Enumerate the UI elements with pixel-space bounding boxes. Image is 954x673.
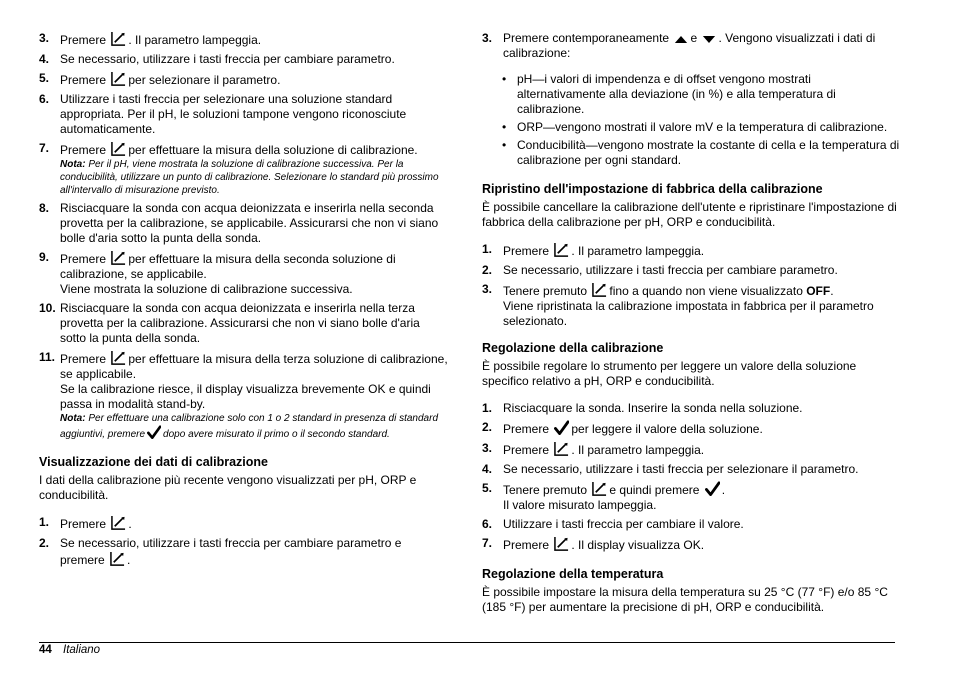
adjust-step-7: 7. Premere . Il display visualizza OK. (482, 536, 705, 552)
adjust-step-6: 6. Utilizzare i tasti freccia per cambiare il valore. (482, 517, 744, 531)
bullet-list (482, 72, 900, 168)
step-9: 9. Premere per effettuare la misura della seconda soluzione di calibrazione, se applicabile. Viene mostrata la soluzione di calibrazione successiva. (39, 250, 396, 296)
adjust-step-5: 5. Tenere premuto e quindi premere . Il valore misurato lampeggia. (482, 481, 726, 512)
adjust-step-3: 3. Premere . Il parametro lampeggia. (482, 441, 705, 457)
edit-icon (111, 31, 126, 46)
step-10: 10. Risciacquare la sonda con acqua deionizzata e inserirla nella terza provetta per la calibrazione. Assicurarsi che non vi siano bolle d'aria sotto la punta della sonda. (39, 301, 420, 345)
check-icon (554, 420, 569, 435)
footer-divider (39, 642, 895, 643)
arrow-down-icon (702, 35, 716, 44)
step-4: 4. Se necessario, utilizzare i tasti freccia per cambiare parametro. (39, 52, 395, 66)
arrow-up-icon (674, 35, 688, 44)
section-title: Ripristino dell'impostazione di fabbrica della calibrazione (482, 182, 823, 196)
note: Nota: Per il pH, viene mostrata la soluzione di calibrazione successiva. Per la conducibilità, utilizzare un punto di calibrazione. Selezionare lo standard più prossimo all'intervallo di misurazione previsto. (60, 159, 439, 196)
left-column (39, 31, 449, 572)
reset-step-3: 3. Tenere premuto fino a quando non viene visualizzato OFF. Viene ripristinata la calibrazione impostata in fabbrica per il parametro selezionato. (482, 282, 874, 328)
edit-icon (592, 481, 607, 496)
page-number: 44 (39, 644, 52, 656)
step-6: 6. Utilizzare i tasti freccia per selezionare una soluzione standard appropriata. Per il pH, le soluzioni tampone vengono riconosciute automaticamente. (39, 92, 407, 136)
adjust-step-1: 1. Risciacquare la sonda. Inserire la sonda nella soluzione. (482, 401, 803, 415)
step-5: 5. Premere per selezionare il parametro. (39, 71, 281, 87)
view-step-2: 2. Se necessario, utilizzare i tasti freccia per cambiare parametro e premere . (39, 536, 402, 567)
section-intro: I dati della calibrazione più recente vengono visualizzati per pH, ORP e conducibilità. (39, 473, 417, 502)
edit-icon (554, 242, 569, 257)
step-11: 11. Premere per effettuare la misura della terza soluzione di calibrazione, se applicabile. Se la calibrazione riesce, il display visualizza brevemente OK e quindi passa in modalità stand-by. Nota: Per effettuare una calibrazione solo con 1 o 2 standard in presenza di standard aggiuntivi, premere dopo avere misurato il primo o il secondo standard. (39, 350, 448, 440)
list-item: • ORP—vengono mostrati il valore mV e la temperatura di calibrazione. (502, 120, 888, 134)
edit-icon (111, 515, 126, 530)
section-intro: È possibile impostare la misura della temperatura su 25 °C (77 °F) e/o 85 °C (185 °F) per aumentare la precisione di pH, ORP e conducibilità. (482, 585, 888, 614)
list-item: • Conducibilità—vengono mostrate la costante di cella e la temperatura di calibrazione per ogni standard. (502, 138, 900, 167)
view-step-1: 1. Premere . (39, 515, 132, 531)
edit-icon (592, 282, 607, 297)
edit-icon (111, 141, 126, 156)
view-step-3: 3. Premere contemporaneamente e . Vengono visualizzati i dati di calibrazione: (482, 31, 876, 60)
section-intro: È possibile cancellare la calibrazione dell'utente e ripristinare l'impostazione di fabbrica della calibrazione per pH, ORP e conducibilità. (482, 200, 897, 229)
edit-icon (554, 441, 569, 456)
edit-icon (111, 350, 126, 365)
section-intro: È possibile regolare lo strumento per leggere un valore della soluzione specifico relativo a pH, ORP e conducibilità. (482, 359, 857, 388)
check-icon (147, 425, 161, 439)
edit-icon (110, 551, 125, 566)
reset-step-2: 2. Se necessario, utilizzare i tasti freccia per cambiare parametro. (482, 263, 838, 277)
section-title: Regolazione della calibrazione (482, 341, 664, 355)
page-footer (39, 643, 100, 657)
right-column (482, 31, 900, 619)
check-icon (705, 481, 720, 496)
note: Nota: Per effettuare una calibrazione solo con 1 o 2 standard in presenza di standard aggiuntivi, premere dopo avere misurato il primo o il secondo standard. (60, 413, 439, 440)
list-item: • pH—i valori di impendenza e di offset vengono mostrati alternativamente alla deviazione (in %) e alla temperatura di calibrazione. (502, 72, 836, 116)
edit-icon (554, 536, 569, 551)
edit-icon (111, 71, 126, 86)
section-title: Regolazione della temperatura (482, 567, 664, 581)
step-7: 7. Premere per effettuare la misura della soluzione di calibrazione. Nota: Per il pH, viene mostrata la soluzione di calibrazione successiva. Per la conducibilità, utilizzare un punto di calibrazione. Selezionare lo standard più prossimo all'intervallo di misurazione previsto. (39, 141, 449, 197)
section-title: Visualizzazione dei dati di calibrazione (39, 455, 268, 469)
footer-language: Italiano (63, 644, 101, 656)
reset-step-1: 1. Premere . Il parametro lampeggia. (482, 242, 705, 258)
step-3: 3. Premere . Il parametro lampeggia. (39, 31, 262, 47)
adjust-step-2: 2. Premere per leggere il valore della soluzione. (482, 420, 763, 436)
step-8: 8. Risciacquare la sonda con acqua deionizzata e inserirla nella seconda provetta per la calibrazione, se applicabile. Assicurarsi che non vi siano bolle d'aria sotto la punta della sonda. (39, 201, 439, 245)
edit-icon (111, 250, 126, 265)
adjust-step-4: 4. Se necessario, utilizzare i tasti freccia per selezionare il parametro. (482, 462, 859, 476)
